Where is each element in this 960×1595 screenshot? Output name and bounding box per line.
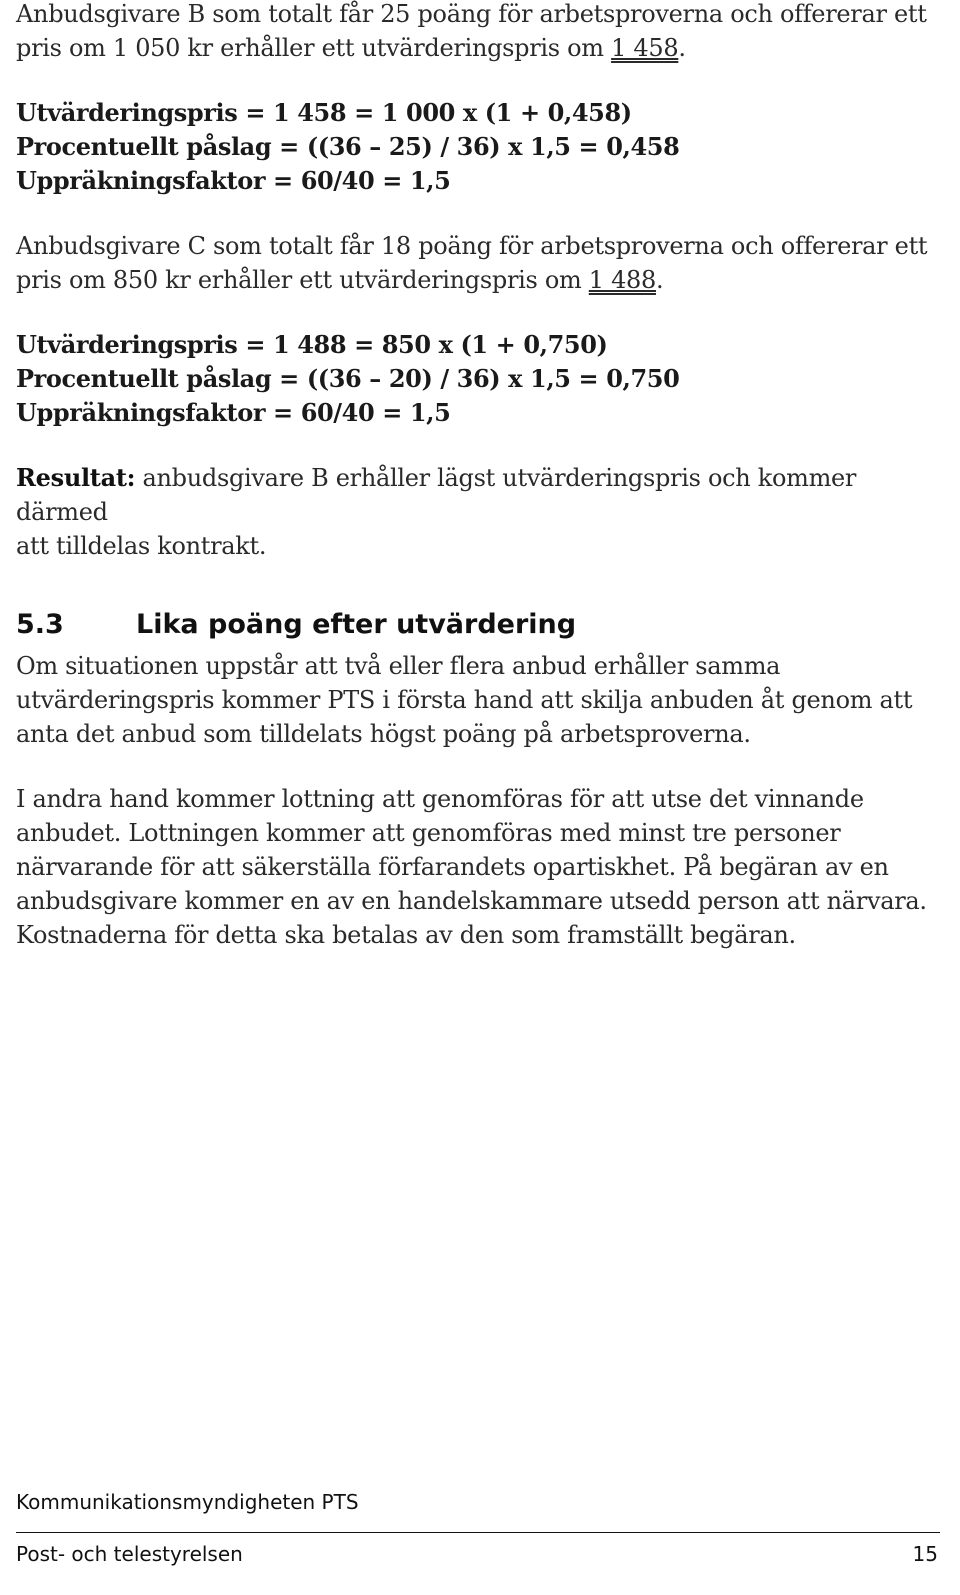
paragraph-bidder-c — [16, 229, 927, 297]
paragraph-line — [16, 461, 936, 529]
result-label: Resultat: — [16, 463, 136, 492]
text-span: pris om 850 kr erhåller ett utvärderingspris om — [16, 266, 589, 294]
paragraph-line: utvärderingspris kommer PTS i första hand att skilja anbuden åt genom att — [16, 686, 913, 714]
section-number: 5.3 — [16, 609, 64, 640]
paragraph-line: närvarande för att säkerställa förfarandets opartiskhet. På begäran av en — [16, 853, 889, 881]
footer-divider — [16, 1532, 940, 1533]
text-span: pris om 1 050 kr erhåller ett utvärderingspris om — [16, 34, 612, 62]
formula-line: Uppräkningsfaktor = 60/40 = 1,5 — [16, 398, 451, 427]
formula-line: Utvärderingspris = 1 488 = 850 x (1 + 0,750) — [16, 330, 608, 359]
footer-organization: Kommunikationsmyndigheten PTS — [16, 1490, 359, 1514]
text-span: . — [656, 266, 664, 294]
formula-block-c — [16, 328, 679, 430]
paragraph-line: anbudet. Lottningen kommer att genomföras med minst tre personer — [16, 819, 841, 847]
paragraph-line: Anbudsgivare B som totalt får 25 poäng för arbetsproverna och offererar ett — [16, 0, 927, 28]
paragraph-line: I andra hand kommer lottning att genomföras för att utse det vinnande — [16, 785, 864, 813]
paragraph-line: Anbudsgivare C som totalt får 18 poäng för arbetsproverna och offererar ett — [16, 232, 928, 260]
formula-line: Procentuellt påslag = ((36 – 20) / 36) x 1,5 = 0,750 — [16, 364, 680, 393]
paragraph-line — [16, 31, 927, 65]
section-title: Lika poäng efter utvärdering — [136, 609, 577, 640]
paragraph-line: Kostnaderna för detta ska betalas av den som framställt begäran. — [16, 921, 796, 949]
paragraph-line: anta det anbud som tilldelats högst poäng på arbetsproverna. — [16, 720, 751, 748]
section-paragraph-2 — [16, 782, 927, 952]
section-heading — [16, 608, 576, 642]
formula-line: Utvärderingspris = 1 458 = 1 000 x (1 + 0,458) — [16, 98, 632, 127]
paragraph-bidder-b — [16, 0, 927, 65]
paragraph-line: Om situationen uppstår att två eller flera anbud erhåller samma — [16, 652, 781, 680]
text-span: anbudsgivare B erhåller lägst utvärderingspris och kommer därmed — [16, 464, 857, 526]
formula-line: Procentuellt påslag = ((36 – 25) / 36) x 1,5 = 0,458 — [16, 132, 680, 161]
paragraph-line: att tilldelas kontrakt. — [16, 532, 267, 560]
text-span: . — [678, 34, 686, 62]
result-paragraph — [16, 461, 936, 563]
formula-line: Uppräkningsfaktor = 60/40 = 1,5 — [16, 166, 451, 195]
evaluation-price-value: 1 488 — [588, 266, 656, 294]
page-number: 15 — [912, 1542, 938, 1566]
formula-block-b — [16, 96, 679, 198]
footer-agency: Post- och telestyrelsen — [16, 1542, 243, 1566]
evaluation-price-value: 1 458 — [611, 34, 679, 62]
paragraph-line: anbudsgivare kommer en av en handelskammare utsedd person att närvara. — [16, 887, 927, 915]
section-paragraph-1 — [16, 649, 912, 751]
paragraph-line — [16, 263, 927, 297]
